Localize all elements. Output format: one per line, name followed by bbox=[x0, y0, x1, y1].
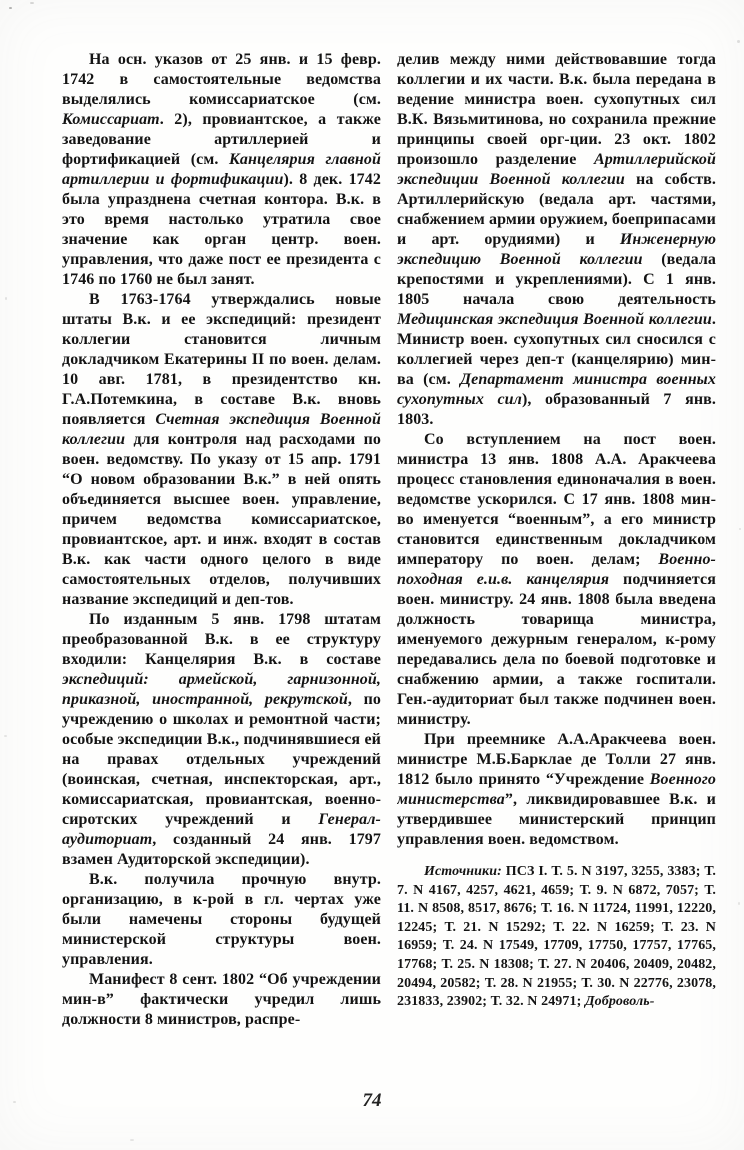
italic-text-segment: Департамент министра военных сухопутных сил bbox=[397, 371, 716, 408]
text-segment: , по учреждению о школах и ремонтной части; особые экспедиции В.к., подчинявшиеся ей на правах отдельных учреждений (воинская, счетная, инспекторская, арт., комиссариатская, провиантская, военно-сиротских учреждений и bbox=[62, 691, 381, 828]
paragraph bbox=[62, 50, 381, 290]
text-segment: ”, ликвидировавшее В.к. и утвердившее министерский принцип управления воен. ведомством. bbox=[397, 791, 716, 848]
right-column bbox=[397, 50, 716, 1090]
text-segment: Манифест 8 сент. 1802 “Об учреждении мин-в” фактически учредил лишь должности 8 министров, распре- bbox=[62, 971, 381, 1028]
italic-text-segment: Военно-походная е.и.в. канцелярия bbox=[397, 551, 716, 588]
paragraph bbox=[62, 870, 381, 970]
text-segment: , созданный 24 янв. 1797 взамен Аудиторской экспедиции). bbox=[62, 831, 381, 868]
text-segment: Со вступлением на пост воен. министра 13 янв. 1808 А.А. Аракчеева процесс становления единоначалия в воен. ведомстве ускорился. С 17 янв. 1808 мин-во именуется “военным”, а его министр становится единственным докладчиком императору по воен. делам; bbox=[397, 431, 716, 568]
paragraph bbox=[62, 290, 381, 610]
italic-text-segment: Инженерную экспедицию Военной коллегии bbox=[397, 231, 716, 268]
italic-text-segment: Комиссариат bbox=[62, 111, 160, 128]
text-segment: При преемнике А.А.Аракчеева воен. министре М.Б.Барклае де Толли 27 янв. 1812 было принято “Учреждение bbox=[397, 731, 716, 788]
text-segment: В.к. получила прочную внутр. организацию, в к-рой в гл. чертах уже были намечены стороны будущей министерской структуры воен. управления. bbox=[62, 871, 381, 968]
text-segment: По изданным 5 янв. 1798 штатам преобразованной В.к. в ее структуру входили: Канцелярия В.к. в составе bbox=[62, 611, 381, 668]
paragraph bbox=[397, 50, 716, 430]
text-columns bbox=[62, 50, 716, 1090]
scan-speckle bbox=[130, 1139, 134, 1141]
text-segment: подчиняется воен. министру. 24 янв. 1808 была введена должность товарища министра, именуемого дежурным генералом, к-рому передавались дела по боевой подготовке и снабжению армии, а также госпитали. Ген.-аудиториат был также подчинен воен. министру. bbox=[397, 571, 716, 728]
text-segment: . 2), провиантское, а также заведование артиллерией и фортификацией (см. bbox=[62, 111, 381, 168]
scan-speckle bbox=[4, 735, 7, 737]
scan-speckle bbox=[13, 1101, 16, 1103]
page-number: 74 bbox=[362, 1090, 382, 1111]
italic-text-segment: экспедиций: армейской, гарнизонной, приказной, иностранной, рекрутской bbox=[62, 671, 381, 708]
italic-text-segment: Доброволь- bbox=[584, 994, 655, 1010]
sources-paragraph bbox=[397, 863, 716, 1012]
text-segment: делив между ними действовавшие тогда коллегии и их части. В.к. была передана в ведение министра воен. сухопутных сил В.К. Вязьмитинова, но сохранила прежние принципы своей орг-ции. 23 окт. 1802 произошло разделение bbox=[397, 51, 716, 168]
text-segment: ). 8 дек. 1742 была упразднена счетная контора. В.к. в это время настолько утратила свое значение как орган центр. воен. управления, что даже пост ее президента с 1746 по 1760 не был занят. bbox=[62, 171, 381, 288]
italic-text-segment: Артиллерийской экспедиции Военной коллегии bbox=[397, 151, 716, 188]
text-segment: ), образованный 7 янв. 1803. bbox=[397, 391, 716, 428]
text-segment: В 1763-1764 утверждались новые штаты В.к. и ее экспедиций: президент коллегии становится личным докладчиком Екатерины II по воен. делам. 10 авг. 1781, в президентство кн. Г.А.Потемкина, в составе В.к. вновь появляется bbox=[62, 291, 381, 428]
scan-speckle bbox=[738, 902, 740, 905]
italic-text-segment: Медицинская экспедиция Военной коллегии bbox=[397, 311, 712, 328]
italic-text-segment: Генерал-аудиториат bbox=[62, 811, 381, 848]
italic-text-segment: Канцелярия главной артиллерии и фортификации bbox=[62, 151, 381, 188]
left-column bbox=[62, 50, 381, 1090]
italic-text-segment: Счетная экспедиция Военной коллегии bbox=[62, 411, 381, 448]
text-segment: для контроля над расходами по воен. ведомству. По указу от 15 апр. 1791 “О новом образовании В.к.” в ней опять объединяется высшее воен. управление, причем ведомства комиссариатское, провиантское, арт. и инж. входят в состав В.к. как части одного целого в виде самостоятельных отделов, получивших название экспедиций и деп-тов. bbox=[62, 431, 381, 608]
scan-speckle bbox=[739, 528, 741, 530]
text-segment: ПСЗ I. Т. 5. N 3197, 3255, 3383; Т. 7. N 4167, 4257, 4621, 4659; Т. 9. N 6872, 7057; Т. 11. N 8508, 8517, 8676; Т. 16. N 11724, 11991, 12220, 12245; Т. 21. N 15292; Т. 22. N 16259; Т. 23. N 16959; Т. 24. N 17549, 17709, 17750, 17757, 17765, 17768; Т. 25. N 18308; Т. 27. N 20406, 20409, 20482, 20494, 20582; Т. 28. N 21955; Т. 30. N 22776, 23078, 231833, 23902; Т. 32. N 24971; bbox=[397, 864, 716, 1010]
text-segment: . Министр воен. сухопутных сил сносился с коллегией через деп-т (канцелярию) мин-ва (см. bbox=[397, 311, 716, 388]
paragraph bbox=[397, 430, 716, 730]
text-segment: На осн. указов от 25 янв. и 15 февр. 1742 в самостоятельные ведомства выделялись комиссариатское (см. bbox=[62, 51, 381, 108]
italic-text-segment: Военного министерства bbox=[397, 771, 716, 808]
scan-speckle bbox=[30, 2, 34, 4]
scan-speckle bbox=[9, 7, 12, 9]
paragraph bbox=[62, 610, 381, 870]
italic-text-segment: Источники: bbox=[424, 864, 502, 879]
paragraph bbox=[62, 970, 381, 1030]
scan-speckle bbox=[737, 40, 740, 43]
scan-speckle bbox=[5, 297, 7, 300]
text-segment: (ведала крепостями и укреплениями). С 1 янв. 1805 начала свою деятельность bbox=[397, 251, 716, 308]
paragraph bbox=[397, 730, 716, 850]
text-segment: на собств. Артиллерийскую (ведала арт. частями, снабжением армии оружием, боеприпасами и арт. орудиями) и bbox=[397, 171, 716, 248]
